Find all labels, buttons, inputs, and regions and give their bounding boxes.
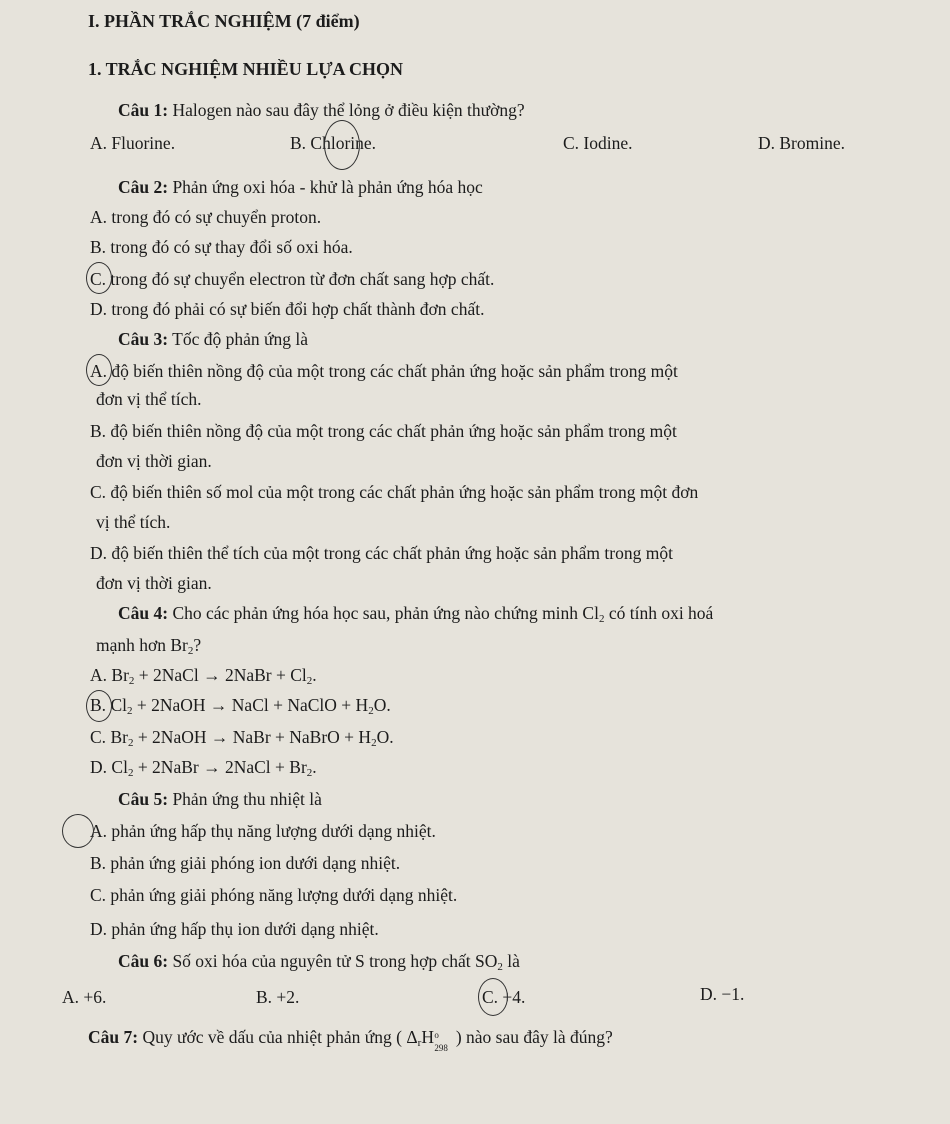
q5-option-d[interactable]: D. phản ứng hấp thụ ion dưới dạng nhiệt.	[90, 919, 379, 939]
question-3	[118, 328, 308, 350]
question-label: Câu 1:	[118, 100, 169, 120]
q6-option-b[interactable]: B. +2.	[256, 987, 300, 1007]
q2-option-d[interactable]: D. trong đó phải có sự biến đổi hợp chất thành đơn chất.	[90, 299, 485, 319]
q5-option-b[interactable]: B. phản ứng giải phóng ion dưới dạng nhiệt.	[90, 853, 401, 873]
question-5	[118, 788, 322, 810]
q4-option-d[interactable]: D. $Cl_2$ + 2NaBr → 2NaCl + $Br_2$.	[90, 757, 317, 779]
question-label: Câu 7:	[88, 1027, 139, 1047]
q2-option-b[interactable]: B. trong đó có sự thay đổi số oxi hóa.	[90, 237, 353, 257]
section-title: I. PHẦN TRẮC NGHIỆM (7 điểm)	[88, 11, 360, 31]
q2-option-a[interactable]: A. trong đó có sự chuyển proton.	[90, 207, 322, 227]
question-7: Câu 7: Quy ước về dấu của nhiệt phản ứng ( $\Delta_rH$ o 298 ) nào sau đây là đúng?	[88, 1027, 613, 1053]
q3-option-c-cont: vị thể tích.	[96, 512, 171, 532]
question-1	[118, 99, 525, 121]
q3-option-a[interactable]: A. độ biến thiên nồng độ của một trong các chất phản ứng hoặc sản phẩm trong một	[90, 361, 678, 381]
question-label: Câu 6:	[118, 951, 169, 971]
q3-option-a-cont: đơn vị thể tích.	[96, 389, 202, 409]
question-label: Câu 5:	[118, 789, 169, 809]
q3-option-b-cont: đơn vị thời gian.	[96, 451, 212, 471]
subsection-title: 1. TRẮC NGHIỆM NHIỀU LỰA CHỌN	[88, 59, 404, 79]
question-text: Phản ứng oxi hóa - khử là phản ứng hóa học	[168, 177, 483, 197]
q4-option-b[interactable]: B. $Cl_2$ + 2NaOH → NaCl + NaClO + $H_2O$.	[90, 695, 391, 717]
q4-option-a[interactable]: A. $Br_2$ + 2NaCl → 2NaBr + $Cl_2$.	[90, 665, 317, 687]
q5-option-a[interactable]: A. phản ứng hấp thụ năng lượng dưới dạng nhiệt.	[90, 821, 436, 841]
q6-option-a[interactable]: A. +6.	[62, 987, 107, 1007]
q6-option-c[interactable]: C. +4.	[482, 987, 526, 1007]
q3-option-c[interactable]: C. độ biến thiên số mol của một trong các chất phản ứng hoặc sản phẩm trong một đơn	[90, 482, 699, 502]
question-label: Câu 3:	[118, 329, 169, 349]
question-label: Câu 2:	[118, 177, 169, 197]
question-text: Tốc độ phản ứng là	[168, 329, 308, 349]
q3-option-b[interactable]: B. độ biến thiên nồng độ của một trong các chất phản ứng hoặc sản phẩm trong một	[90, 421, 677, 441]
question-label: Câu 4:	[118, 603, 169, 623]
question-text: Phản ứng thu nhiệt là	[168, 789, 322, 809]
delta-r-h-298: $\Delta_rH$ o 298	[406, 1027, 448, 1053]
q1-option-d[interactable]: D. Bromine.	[758, 133, 846, 153]
question-2	[118, 176, 483, 198]
q4-option-c[interactable]: C. $Br_2$ + 2NaOH → NaBr + NaBrO + $H_2O$.	[90, 727, 394, 749]
question-4: Câu 4: Cho các phản ứng hóa học sau, phản ứng nào chứng minh $Cl_2$ có tính oxi hoá	[118, 603, 714, 625]
q1-option-c[interactable]: C. Iodine.	[563, 133, 633, 153]
q5-option-c[interactable]: C. phản ứng giải phóng năng lượng dưới dạng nhiệt.	[90, 885, 458, 905]
q2-option-c[interactable]: C. trong đó sự chuyển electron từ đơn chất sang hợp chất.	[90, 269, 495, 289]
question-4-cont: mạnh hơn $Br_2$?	[96, 635, 202, 657]
question-6: Câu 6: Số oxi hóa của nguyên tử S trong hợp chất $SO_2$ là	[118, 951, 520, 973]
q1-option-a[interactable]: A. Fluorine.	[90, 133, 176, 153]
q1-option-b[interactable]: B. Chlorine.	[290, 133, 377, 153]
q3-option-d[interactable]: D. độ biến thiên thể tích của một trong các chất phản ứng hoặc sản phẩm trong một	[90, 543, 673, 563]
question-text: Halogen nào sau đây thể lỏng ở điều kiện thường?	[168, 100, 525, 120]
q6-option-d[interactable]: D. −1.	[700, 984, 745, 1004]
q3-option-d-cont: đơn vị thời gian.	[96, 573, 212, 593]
